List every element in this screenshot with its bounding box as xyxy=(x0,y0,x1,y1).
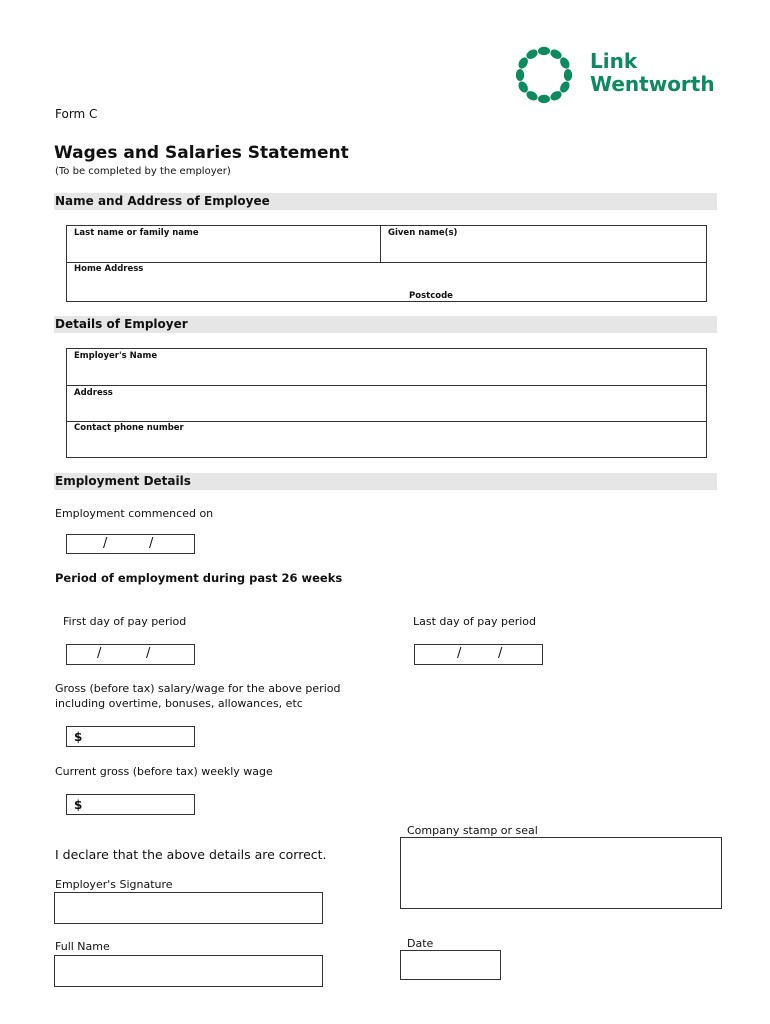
declaration-text: I declare that the above details are correct. xyxy=(55,847,327,862)
logo-text-line1: Link xyxy=(590,49,638,73)
section-heading-employment: Employment Details xyxy=(54,473,717,490)
date-field[interactable] xyxy=(400,950,501,980)
date-separator: / xyxy=(97,646,102,661)
gross-label-line1: Gross (before tax) salary/wage for the above period xyxy=(55,682,341,695)
employer-name-field[interactable] xyxy=(67,349,706,384)
section-heading-employer: Details of Employer xyxy=(54,316,717,333)
signature-field[interactable] xyxy=(54,892,323,924)
logo xyxy=(510,42,720,108)
last-day-date-field[interactable] xyxy=(414,644,543,665)
gross-amount-field[interactable] xyxy=(66,726,195,747)
period-heading: Period of employment during past 26 weeks xyxy=(55,571,343,585)
commenced-date-field[interactable] xyxy=(66,534,195,554)
first-day-label: First day of pay period xyxy=(63,615,187,628)
stamp-label: Company stamp or seal xyxy=(407,824,538,837)
last-name-label: Last name or family name xyxy=(74,228,199,238)
date-label: Date xyxy=(407,937,434,950)
weekly-wage-field[interactable] xyxy=(66,794,195,815)
currency-symbol: $ xyxy=(74,798,83,812)
employer-name-label: Employer's Name xyxy=(74,351,158,361)
full-name-label: Full Name xyxy=(55,940,110,953)
date-separator: / xyxy=(498,646,503,661)
page-subtitle: (To be completed by the employer) xyxy=(55,166,231,177)
date-separator: / xyxy=(457,646,462,661)
weekly-wage-label: Current gross (before tax) weekly wage xyxy=(55,765,273,778)
form-label: Form C xyxy=(55,107,98,121)
employer-address-label: Address xyxy=(74,388,113,398)
home-address-field[interactable] xyxy=(67,262,706,301)
logo-petal xyxy=(538,47,550,55)
company-stamp-box[interactable] xyxy=(400,837,722,909)
logo-text-line2: Wentworth xyxy=(590,72,715,96)
currency-symbol: $ xyxy=(74,730,83,744)
employer-address-field[interactable] xyxy=(67,385,706,420)
date-separator: / xyxy=(149,536,154,551)
postcode-label: Postcode xyxy=(409,291,453,301)
page-title: Wages and Salaries Statement xyxy=(54,143,349,163)
date-separator: / xyxy=(146,646,151,661)
date-separator: / xyxy=(103,536,108,551)
logo-petal xyxy=(564,69,572,81)
gross-label-line2: including overtime, bonuses, allowances, etc xyxy=(55,697,303,710)
signature-label: Employer's Signature xyxy=(55,878,173,891)
section-heading-employee: Name and Address of Employee xyxy=(54,193,717,210)
commenced-label: Employment commenced on xyxy=(55,507,214,520)
given-names-label: Given name(s) xyxy=(388,228,458,238)
last-day-label: Last day of pay period xyxy=(413,615,537,628)
logo-petal xyxy=(538,95,550,103)
employer-phone-label: Contact phone number xyxy=(74,423,184,433)
home-address-label: Home Address xyxy=(74,264,144,274)
logo-petal xyxy=(516,69,524,81)
link-wentworth-logo-icon xyxy=(510,42,578,108)
first-day-date-field[interactable] xyxy=(66,644,195,665)
full-name-field[interactable] xyxy=(54,955,323,987)
